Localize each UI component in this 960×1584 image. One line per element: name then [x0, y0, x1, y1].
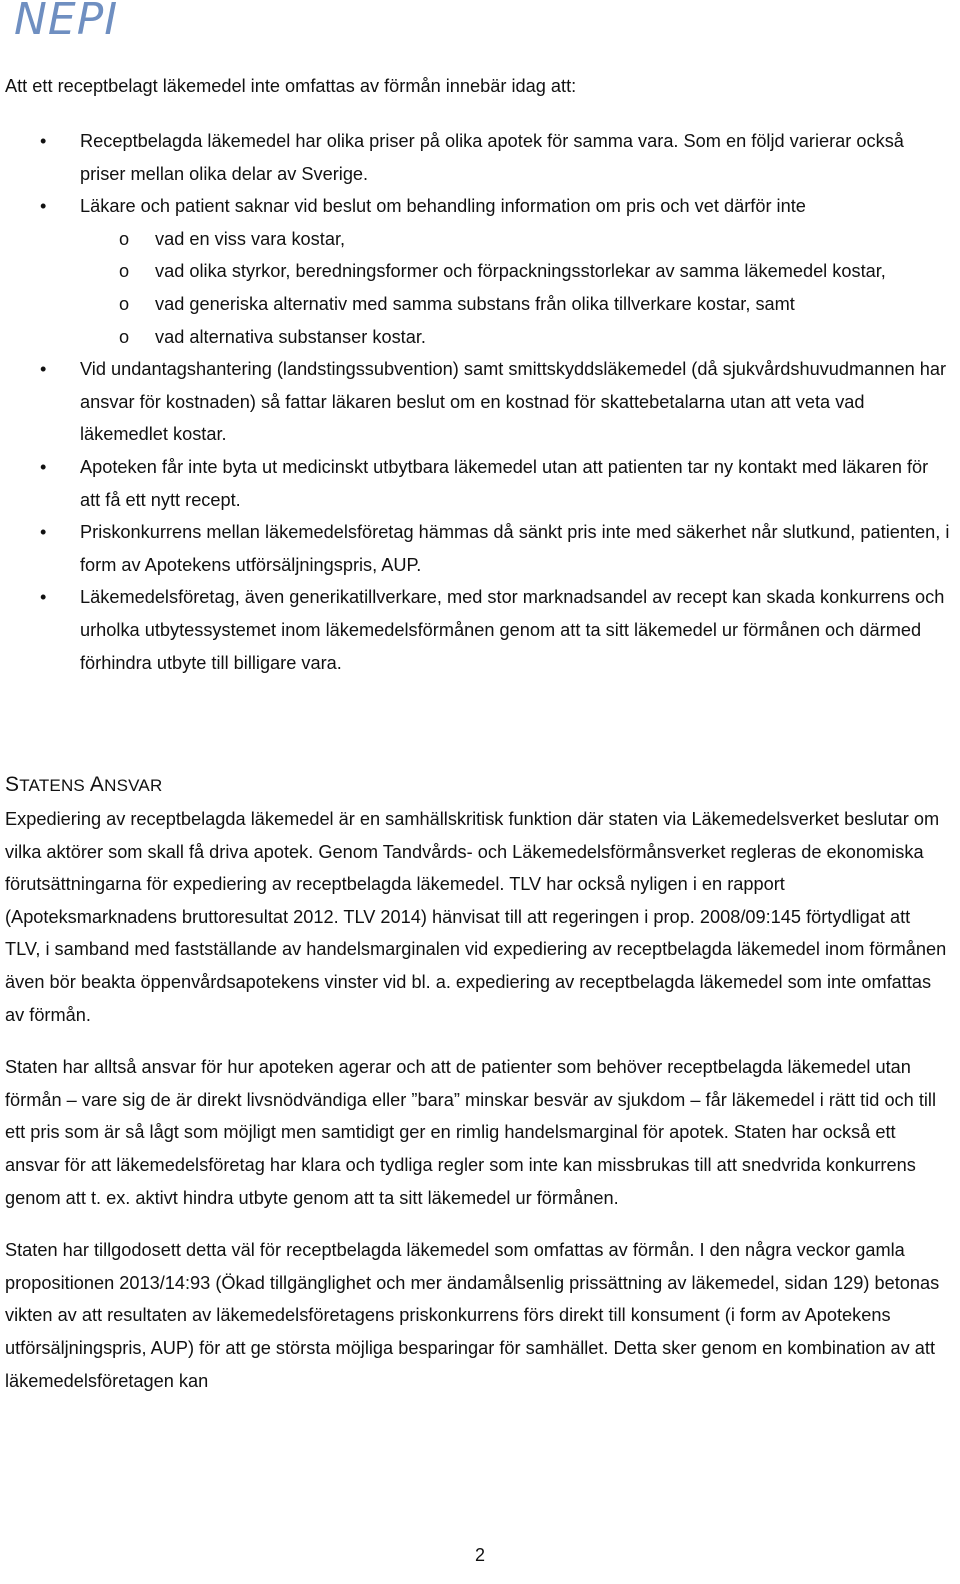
sub-item: o vad en viss vara kostar,	[140, 223, 950, 256]
section-heading: STATENS ANSVAR	[5, 773, 163, 796]
section-statens-ansvar	[5, 768, 950, 1397]
bullet-item: • Läkemedelsföretag, även generikatillverkare, med stor marknadsandel av recept kan skada konkurrens och urholka utbytessystemet inom läkemedelsförmånen genom att ta sitt läkemedel ur förmånen och därmed förhindra utbyte till billigare vara.	[80, 581, 950, 679]
bullet-item: • Priskonkurrens mellan läkemedelsföretag hämmas då sänkt pris inte med säkerhet når slutkund, patienten, i form av Apotekens utförsäljningspris, AUP.	[80, 516, 950, 581]
bullet-item: • Receptbelagda läkemedel har olika priser på olika apotek för samma vara. Som en följd varierar också priser mellan olika delar av Sverige.	[80, 125, 950, 190]
bullet-item: • Vid undantagshantering (landstingssubvention) samt smittskyddsläkemedel (då sjukvårdshuvudmannen har ansvar för kostnaden) så fattar läkaren beslut om en kostnad för skattebetalarna utan att veta vad läkemedlet kostar.	[80, 353, 950, 451]
page-number: 2	[474, 1545, 485, 1565]
logo: NEPI	[14, 0, 119, 45]
paragraph: Expediering av receptbelagda läkemedel är en samhällskritisk funktion där staten via Läkemedelsverket beslutar om vilka aktörer som skall få driva apotek. Genom Tandvårds- och Läkemedelsförmånsverket regleras de ekonomiska förutsättningarna för expediering av receptbelagda läkemedel. TLV har också nyligen i en rapport (Apoteksmarknadens bruttoresultat 2012. TLV 2014) hänvisat till att regeringen i prop. 2008/09:145 förtydligat att TLV, i samband med fastställande av handelsmarginalen vid expediering av receptbelagda läkemedel inom förmånen även bör beakta öppenvårdsapotekens vinster vid bl. a. expediering av receptbelagda läkemedel som inte omfattas av förmån.	[5, 809, 947, 1025]
sub-list	[80, 223, 950, 353]
bullet-item: • Apoteken får inte byta ut medicinskt utbytbara läkemedel utan att patienten tar ny kontakt med läkaren för att få ett nytt recept.	[80, 451, 950, 516]
sub-item: o vad alternativa substanser kostar.	[140, 321, 950, 354]
bullet-item-text: Läkare och patient saknar vid beslut om behandling information om pris och vet därför inte	[80, 196, 806, 217]
intro-text: Att ett receptbelagt läkemedel inte omfattas av förmån innebär idag att:	[5, 76, 577, 96]
sub-item: o vad olika styrkor, beredningsformer och förpackningsstorlekar av samma läkemedel kostar,	[140, 255, 950, 288]
sub-item: o vad generiska alternativ med samma substans från olika tillverkare kostar, samt	[140, 288, 950, 321]
bullet-list	[80, 125, 950, 679]
bullet-item	[80, 190, 950, 353]
paragraph: Staten har alltså ansvar för hur apoteken agerar och att de patienter som behöver receptbelagda läkemedel utan förmån – vare sig de är direkt livsnödvändiga eller ”bara” minskar besvär av sjukdom – får läkemedel i rätt tid och till ett pris som är så lågt som möjligt men samtidigt ger en rimlig handelsmarginal för apotek. Staten har också ett ansvar för att läkemedelsföretag har klara och tydliga regler som inte kan missbrukas till att snedvrida konkurrens genom att t. ex. aktivt hindra utbyte genom att ta sitt läkemedel ur förmånen.	[5, 1057, 936, 1208]
paragraph: Staten har tillgodosett detta väl för receptbelagda läkemedel som omfattas av förmån. I den några veckor gamla propositionen 2013/14:93 (Ökad tillgänglighet och mer ändamålsenlig prissättning av läkemedel, sidan 129) betonas vikten av att resultaten av läkemedelsföretagens priskonkurrens förs direkt till konsument (i form av Apotekens utförsäljningspris, AUP) för att ge största möjliga besparingar för samhället. Detta sker genom en kombination av att läkemedelsföretagen kan	[5, 1240, 940, 1391]
